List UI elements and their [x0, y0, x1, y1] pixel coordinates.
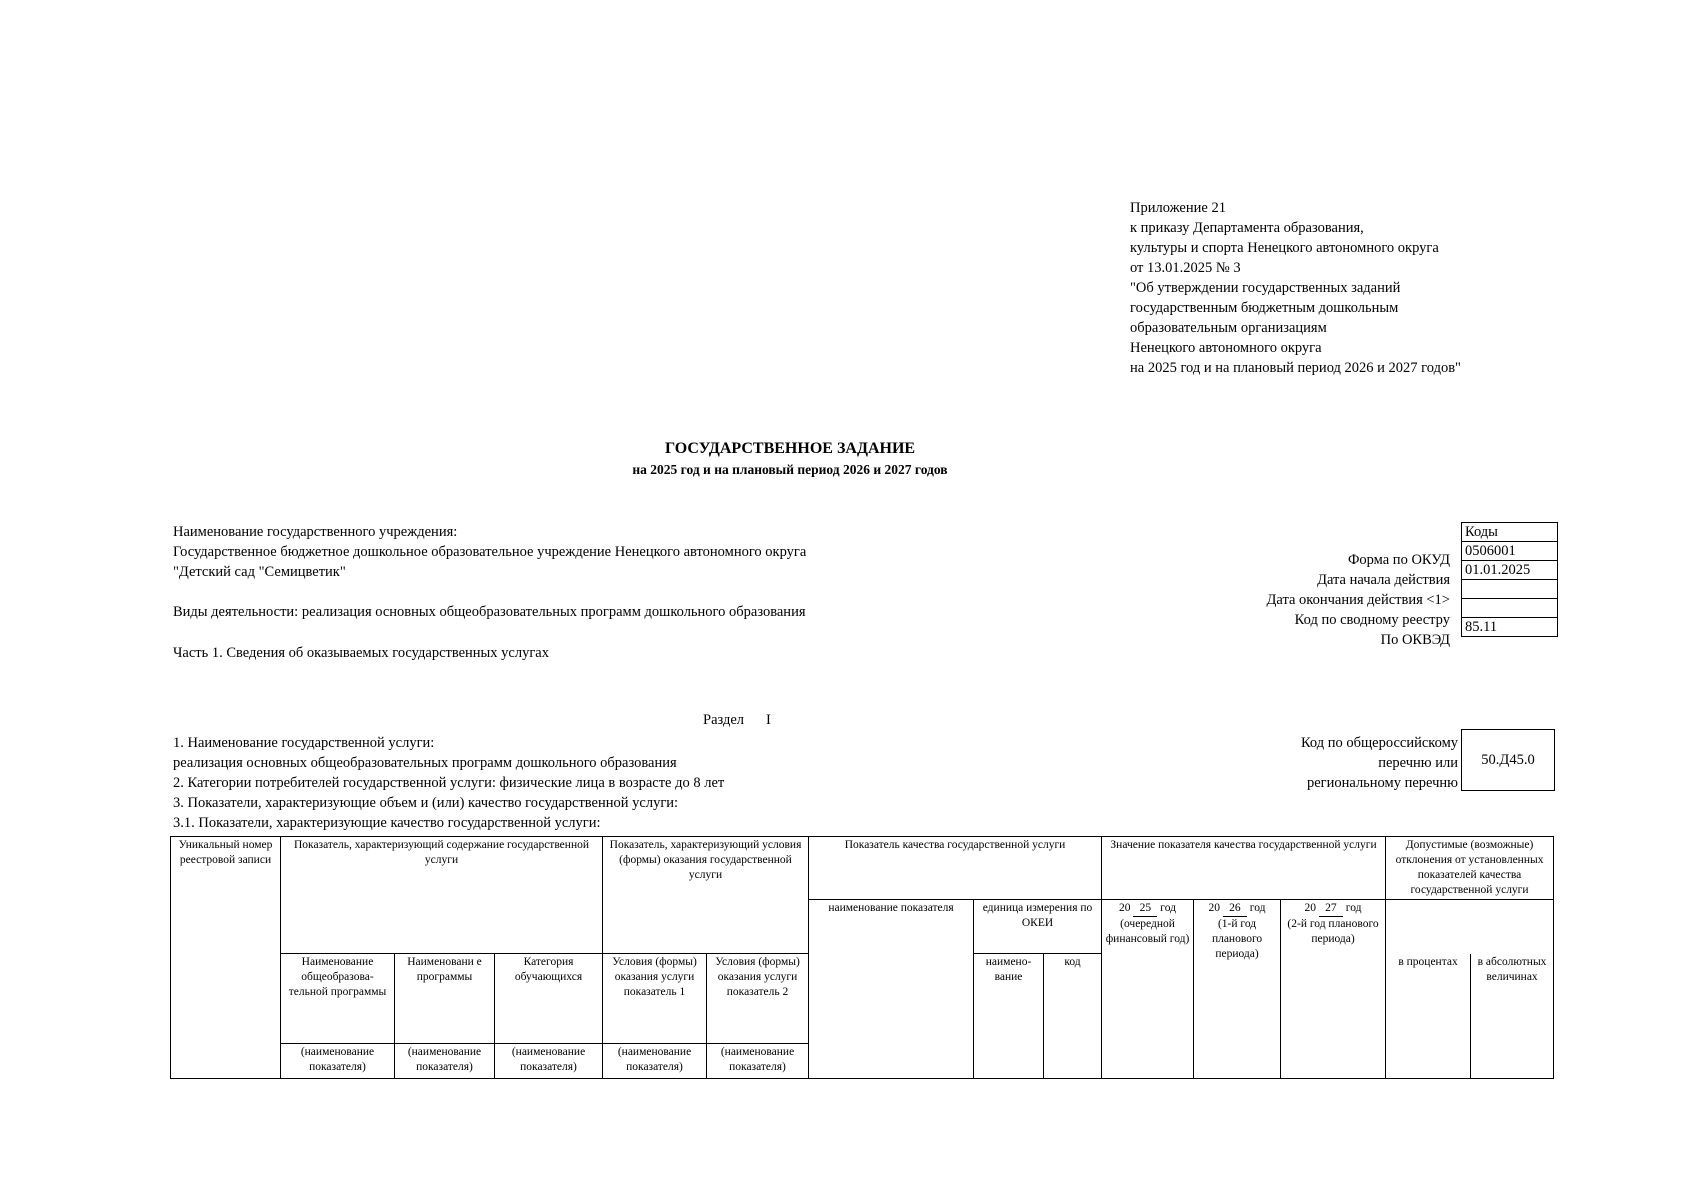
section-number: I: [766, 712, 771, 728]
header-program: [395, 954, 495, 1079]
year-prefix: 20: [1304, 902, 1317, 914]
institution-name-line1: Государственное бюджетное дошкольное образовательное учреждение Ненецкого автономного округа: [173, 544, 807, 560]
service-line: 3. Показатели, характеризующие объем и (или) качество государственной услуги:: [173, 795, 679, 811]
activity-types: Виды деятельности: реализация основных общеобразовательных программ дошкольного образования: [173, 604, 806, 620]
institution-name-line2: "Детский сад "Семицветик": [173, 564, 346, 580]
code-value: 01.01.2025: [1462, 561, 1558, 580]
section-label: Раздел: [703, 712, 745, 728]
institution-block: [173, 522, 806, 622]
code-label: Дата окончания действия <1>: [1266, 592, 1450, 608]
registry-label: [1301, 733, 1458, 793]
appendix-block: [1130, 198, 1461, 378]
service-line: 1. Наименование государственной услуги:: [173, 735, 435, 751]
header-content-indicator: Показатель, характеризующий содержание государственной услуги: [281, 837, 603, 954]
codes-table: [1461, 522, 1558, 637]
code-value: 85.11: [1462, 618, 1558, 637]
appendix-line: государственным бюджетным дошкольным: [1130, 300, 1399, 316]
service-line: реализация основных общеобразовательных программ дошкольного образования: [173, 755, 677, 771]
institution-label: Наименование государственного учреждения:: [173, 524, 458, 540]
section-heading: [703, 712, 771, 729]
registry-label-line: региональному перечню: [1306, 775, 1458, 791]
column-subtitle: (наименование показателя): [281, 1043, 394, 1075]
header-program-name: [281, 954, 395, 1079]
year-prefix: 20: [1119, 902, 1131, 914]
year-prefix: 20: [1208, 902, 1221, 914]
header-allowed-deviation: Допустимые (возможные) отклонения от установленных показателей качества государственной услуги: [1386, 837, 1554, 900]
header-condition-2: [707, 954, 809, 1079]
header-conditions-indicator: Показатель, характеризующий условия (формы) оказания государственной услуги: [603, 837, 809, 954]
header-year-3: [1281, 900, 1386, 1079]
header-indicator-name: наименование показателя: [809, 900, 974, 1079]
year-note: (1-й год планового периода): [1211, 918, 1263, 960]
title-sub: на 2025 год и на плановый период 2026 и 2027 годов: [632, 462, 948, 477]
appendix-line: "Об утверждении государственных заданий: [1130, 280, 1401, 296]
registry-label-line: Код по общероссийскому: [1300, 735, 1458, 751]
code-label: Форма по ОКУД: [1347, 552, 1450, 568]
appendix-line: на 2025 год и на плановый период 2026 и 2027 годов": [1130, 360, 1461, 376]
header-quality-indicator: Показатель качества государственной услуги: [809, 837, 1102, 900]
code-value: [1462, 599, 1558, 618]
appendix-line: к приказу Департамента образования,: [1130, 220, 1364, 236]
appendix-line: Приложение 21: [1130, 200, 1226, 216]
column-title: Наименование общеобразова-тельной программы: [288, 956, 387, 998]
appendix-line: от 13.01.2025 № 3: [1130, 260, 1241, 276]
year-value: 26: [1223, 901, 1247, 917]
header-okei-unit: единица измерения по ОКЕИ: [974, 900, 1102, 954]
header-okei-code: код: [1044, 954, 1102, 1079]
codes-labels: [1267, 550, 1451, 650]
appendix-line: культуры и спорта Ненецкого автономного округа: [1130, 240, 1439, 256]
header-value: Значение показателя качества государственной услуги: [1102, 837, 1386, 900]
column-title: Условия (формы) оказания услуги показатель 2: [715, 956, 800, 998]
code-value: 0506001: [1462, 542, 1558, 561]
year-value: 25: [1133, 901, 1157, 917]
part1-heading: Часть 1. Сведения об оказываемых государственных услугах: [173, 645, 549, 661]
year-suffix: год: [1160, 902, 1176, 914]
header-allowed-spacer: [1386, 900, 1554, 954]
codes-header: Коды: [1462, 523, 1558, 542]
code-label: Дата начала действия: [1317, 572, 1450, 588]
column-subtitle: (наименование показателя): [395, 1043, 494, 1075]
code-value: [1462, 580, 1558, 599]
service-line: 3.1. Показатели, характеризующие качество государственной услуги:: [173, 815, 601, 831]
header-year-1: [1102, 900, 1194, 1079]
header-okei-name: наимено-вание: [974, 954, 1044, 1079]
year-value: 27: [1319, 901, 1343, 917]
header-absolute: в абсолютных величинах: [1471, 954, 1554, 1079]
appendix-line: образовательным организациям: [1130, 320, 1327, 336]
column-title: Условия (формы) оказания услуги показатель 1: [612, 956, 697, 998]
title-main: ГОСУДАРСТВЕННОЕ ЗАДАНИЕ: [664, 440, 916, 457]
header-year-2: [1194, 900, 1281, 1079]
year-note: (2-й год планового периода): [1287, 918, 1379, 945]
year-suffix: год: [1345, 902, 1362, 914]
year-suffix: год: [1249, 902, 1266, 914]
header-percent: в процентах: [1386, 954, 1471, 1079]
appendix-line: Ненецкого автономного округа: [1130, 340, 1322, 356]
service-block: [173, 733, 724, 833]
registry-label-line: перечню или: [1378, 755, 1458, 771]
header-student-category: [495, 954, 603, 1079]
column-title: Категория обучающихся: [514, 956, 583, 983]
quality-indicators-table: [170, 836, 1554, 1079]
service-line: 2. Категории потребителей государственной услуги: физические лица в возрасте до 8 лет: [173, 775, 725, 791]
registry-code: 50.Д45.0: [1461, 729, 1555, 791]
column-subtitle: (наименование показателя): [707, 1043, 808, 1075]
year-note: (очередной финансовый год): [1105, 918, 1190, 945]
code-label: По ОКВЭД: [1380, 632, 1450, 648]
column-subtitle: (наименование показателя): [495, 1043, 602, 1075]
header-unique-number: Уникальный номер реестровой записи: [171, 837, 281, 1079]
column-subtitle: (наименование показателя): [603, 1043, 706, 1075]
code-label: Код по сводному реестру: [1294, 612, 1450, 628]
document-title: [440, 438, 1140, 480]
column-title: Наименовани е программы: [407, 956, 482, 983]
header-condition-1: [603, 954, 707, 1079]
